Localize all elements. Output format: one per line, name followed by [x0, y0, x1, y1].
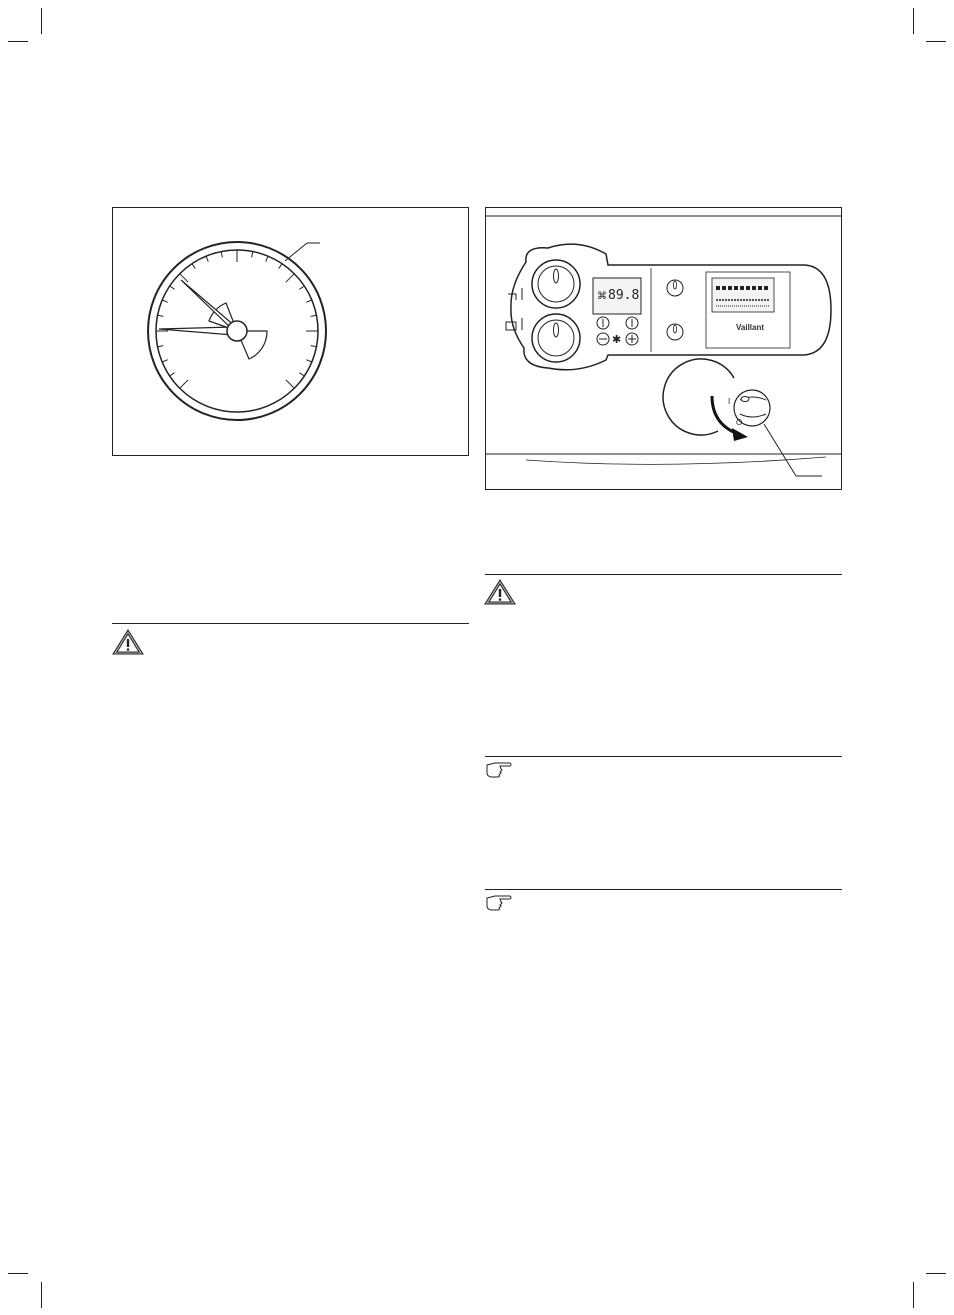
gauge-hub: [227, 321, 247, 341]
chimney-sweep-icon: ✱: [612, 334, 622, 346]
gauge-tick: [170, 286, 175, 289]
crop-mark: [913, 8, 914, 34]
gauge-main-needle: [159, 327, 233, 335]
warning-triangle-icon: [484, 579, 516, 605]
note-rule: [485, 889, 842, 890]
main-switch-on-label: I: [728, 397, 731, 406]
minus-button[interactable]: [597, 333, 609, 345]
crop-mark: [913, 1282, 914, 1308]
crop-mark: [926, 41, 946, 42]
main-switch-off-label: O: [736, 418, 743, 427]
pointing-hand-icon: [485, 894, 513, 912]
crop-mark: [8, 41, 28, 42]
brand-logo: Vaillant: [736, 323, 765, 332]
gauge-tick: [266, 256, 268, 262]
gauge-tick: [252, 252, 253, 258]
gauge-tick: [221, 252, 222, 258]
gauge-scale-ticks: [156, 250, 318, 388]
gauge-tick: [158, 346, 164, 347]
status-lcd-value: 89.8: [608, 288, 640, 303]
gauge-tick: [299, 286, 304, 289]
warning-rule: [485, 574, 842, 575]
crop-mark: [41, 1282, 42, 1308]
gauge-tick: [162, 300, 168, 302]
crop-mark: [926, 1273, 946, 1274]
gauge-tick: [158, 315, 164, 316]
control-panel-figure: [485, 207, 842, 490]
callout-line: [764, 424, 796, 476]
gauge-tick: [206, 256, 208, 262]
lcd-symbol: ⌘: [597, 291, 607, 302]
gauge-tick: [180, 274, 189, 283]
heating-temperature-knob[interactable]: [532, 314, 580, 362]
timer-knob[interactable]: [667, 280, 683, 296]
timer-lcd: [712, 278, 774, 312]
callout-line: [285, 243, 307, 261]
warning-triangle-icon: [112, 629, 144, 655]
crop-mark: [8, 1273, 28, 1274]
gauge-tick: [279, 264, 282, 269]
crop-mark: [41, 8, 42, 34]
flow-knob[interactable]: [667, 324, 683, 340]
gauge-tick: [170, 373, 175, 376]
info-button[interactable]: [597, 317, 609, 329]
gauge-tick: [180, 380, 189, 389]
note-rule: [485, 756, 842, 757]
hot-water-temperature-knob[interactable]: [532, 260, 580, 308]
reset-button[interactable]: [626, 317, 638, 329]
gauge-tick: [192, 264, 195, 269]
gauge-tick: [162, 360, 168, 362]
boiler-control-panel-illustration: [486, 208, 841, 489]
plus-button[interactable]: [626, 333, 638, 345]
turn-direction-arrowhead: [732, 428, 748, 441]
pointing-hand-icon: [485, 761, 513, 779]
gauge-tick: [311, 346, 317, 347]
gauge-tick: [306, 360, 312, 362]
gauge-tick: [311, 315, 317, 316]
warning-rule: [112, 623, 469, 624]
gauge-tick: [299, 373, 304, 376]
pressure-gauge-figure: [112, 207, 469, 456]
gauge-tick: [306, 300, 312, 302]
gauge-tick: [286, 380, 295, 389]
main-switch[interactable]: [663, 359, 770, 435]
pressure-gauge-illustration: [113, 208, 468, 455]
gauge-tick: [286, 274, 295, 283]
